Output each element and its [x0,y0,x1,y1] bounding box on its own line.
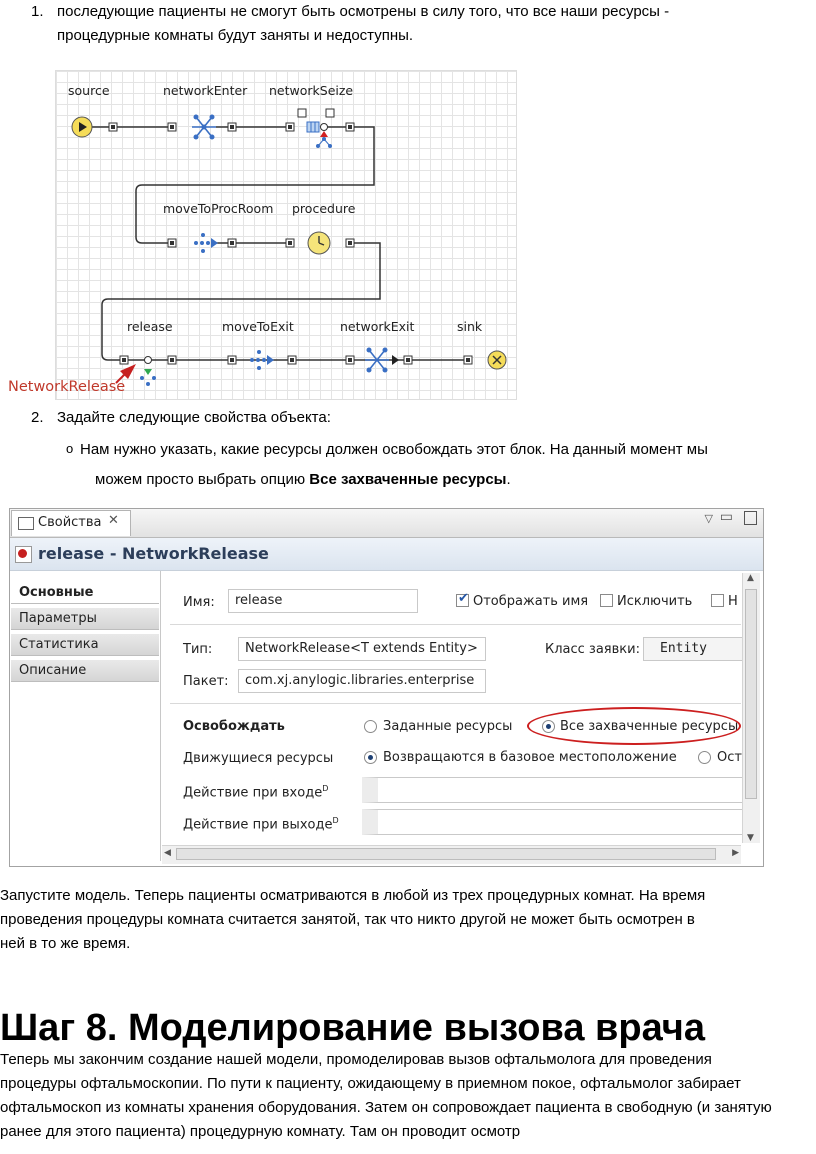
vertical-scrollbar[interactable] [742,573,760,843]
list-number-2: 2. [31,409,44,426]
sidebar-divider [160,571,161,861]
scroll-down-icon[interactable]: ▼ [747,833,754,843]
show-name-checkbox[interactable] [456,591,469,607]
sub-item-line2 [95,468,511,492]
block-label-movetoexit: moveToExit [222,319,294,334]
on-enter-label-text: Действие при входе [183,785,323,801]
hscroll-thumb[interactable] [176,848,716,860]
sub-item-line1: Нам нужно указать, какие ресурсы должен освобождать этот блок. На данный момент мы [80,441,708,458]
stay-radio[interactable] [698,751,711,764]
on-exit-label-text: Действие при выходе [183,817,333,833]
close-tab-icon[interactable]: ✕ [108,513,119,528]
on-enter-label [183,784,328,800]
flowchart-blocks [56,71,518,401]
paragraph-1-line3: ней в то же время. [0,935,131,952]
package-field: com.xj.anylogic.libraries.enterprise [238,669,486,693]
radio-selected-dot [368,755,373,760]
dynamic-marker: D [322,784,329,793]
horizontal-scrollbar[interactable] [162,845,741,864]
network-seize-block-icon[interactable] [286,109,354,148]
on-enter-code-field[interactable] [362,777,744,803]
block-label-procedure: procedure [292,201,356,216]
sidebar-item-description[interactable]: Описание [11,660,159,682]
scroll-left-icon[interactable]: ◀ [164,848,171,858]
list-item-2-text: Задайте следующие свойства объекта: [57,409,331,426]
block-label-release: release [127,319,173,334]
properties-tab-title: Свойства [38,515,102,530]
on-exit-label [183,816,339,832]
sidebar-item-stats[interactable]: Статистика [11,634,159,656]
procedure-block-icon[interactable] [286,232,354,254]
sink-block-icon[interactable] [464,351,506,369]
sub-item-line2-end: . [506,471,511,488]
network-exit-block-icon[interactable] [346,348,412,373]
extra-checkbox-label: Н [728,594,738,609]
stay-label: Ост [717,750,742,765]
release-all-seized-label: Все захваченные ресурсы [560,719,739,734]
move-to-proc-room-block-icon[interactable] [168,233,236,253]
scroll-thumb[interactable] [745,589,757,799]
release-specified-radio[interactable] [364,720,377,733]
divider-1 [170,624,741,625]
request-class-label: Класс заявки: [545,642,640,657]
package-label: Пакет: [183,674,229,689]
paragraph-2-line1: Теперь мы закончим создание нашей модели, промоделировав вызов офтальмолога для проведения [0,1051,712,1068]
on-exit-code-field[interactable] [362,809,744,835]
name-input[interactable]: release [228,589,418,613]
paragraph-2-line3: офтальмоскоп из комнаты хранения оборудования. Затем он сопровождает пациента в свободную (и занятую [0,1099,772,1116]
sub-item-line2-text: можем просто выбрать опцию [95,471,310,488]
release-specified-label: Заданные ресурсы [383,719,513,734]
block-label-networkseize: networkSeize [269,83,354,98]
block-label-movetoprocroom: moveToProcRoom [163,201,274,216]
highlight-ellipse [527,707,741,745]
type-field: NetworkRelease<T extends Entity> [238,637,486,661]
properties-panel [9,508,764,867]
properties-header-title: release - NetworkRelease [38,544,269,563]
scroll-up-icon[interactable]: ▲ [747,573,754,583]
selected-block-type-label: NetworkRelease [8,379,126,395]
process-flowchart [55,70,517,400]
properties-tab[interactable] [11,510,131,536]
return-home-radio[interactable] [364,751,377,764]
move-to-exit-block-icon[interactable] [228,350,296,370]
paragraph-2-line4: ранее для этого пациента) процедурную комнату. Там он проводит осмотр [0,1123,521,1140]
list-item-1-line2: процедурные комнаты будут заняты и недоступны. [57,27,414,44]
block-label-source: source [68,83,110,98]
divider-2 [170,703,741,704]
return-home-label: Возвращаются в базовое местоположение [383,750,677,765]
paragraph-1-line1: Запустите модель. Теперь пациенты осматриваются в любой из трех процедурных комнат. На время [0,887,706,904]
show-name-label: Отображать имя [473,594,589,609]
sub-bullet: o [66,441,74,456]
paragraph-1-line2: проведения процедуры комната считается занятой, так что никто другой не может быть осмотрен в [0,911,695,928]
sidebar-item-main[interactable]: Основные [11,582,159,604]
block-label-sink: sink [457,319,483,334]
block-label-networkenter: networkEnter [163,83,248,98]
properties-tab-bar [10,509,763,538]
option-name-bold: Все захваченные ресурсы [309,471,507,488]
properties-tab-icon [18,517,34,530]
moving-resources-label: Движущиеся ресурсы [183,751,334,766]
sidebar-item-params[interactable]: Параметры [11,608,159,630]
dynamic-marker: D [332,816,339,825]
section-heading: Шаг 8. Моделирование вызова врача [0,1007,705,1049]
release-block-type-icon [15,546,32,563]
minimize-icon[interactable]: ▭ [719,509,733,525]
scroll-right-icon[interactable]: ▶ [732,848,739,858]
extra-checkbox[interactable] [711,594,724,607]
name-label: Имя: [183,595,215,610]
exclude-checkbox[interactable] [600,594,613,607]
release-label: Освобождать [183,719,285,734]
checkmark-icon: ✔ [458,591,469,606]
request-class-field[interactable]: Entity [643,637,743,661]
list-item-1-line1: последующие пациенты не смогут быть осмотрены в силу того, что все наши ресурсы - [57,3,670,20]
block-label-networkexit: networkExit [340,319,415,334]
list-number-1: 1. [31,3,44,20]
source-block-icon[interactable] [72,117,117,137]
maximize-icon[interactable] [744,511,757,525]
network-enter-block-icon[interactable] [168,115,236,140]
exclude-label: Исключить [617,594,693,609]
properties-header [10,538,763,571]
type-label: Тип: [183,642,213,657]
view-menu-icon[interactable]: ▽ [704,512,713,525]
paragraph-2-line2: процедуры офтальмоскопии. По пути к пациенту, ожидающему в приемном покое, офтальмолог забирает [0,1075,741,1092]
